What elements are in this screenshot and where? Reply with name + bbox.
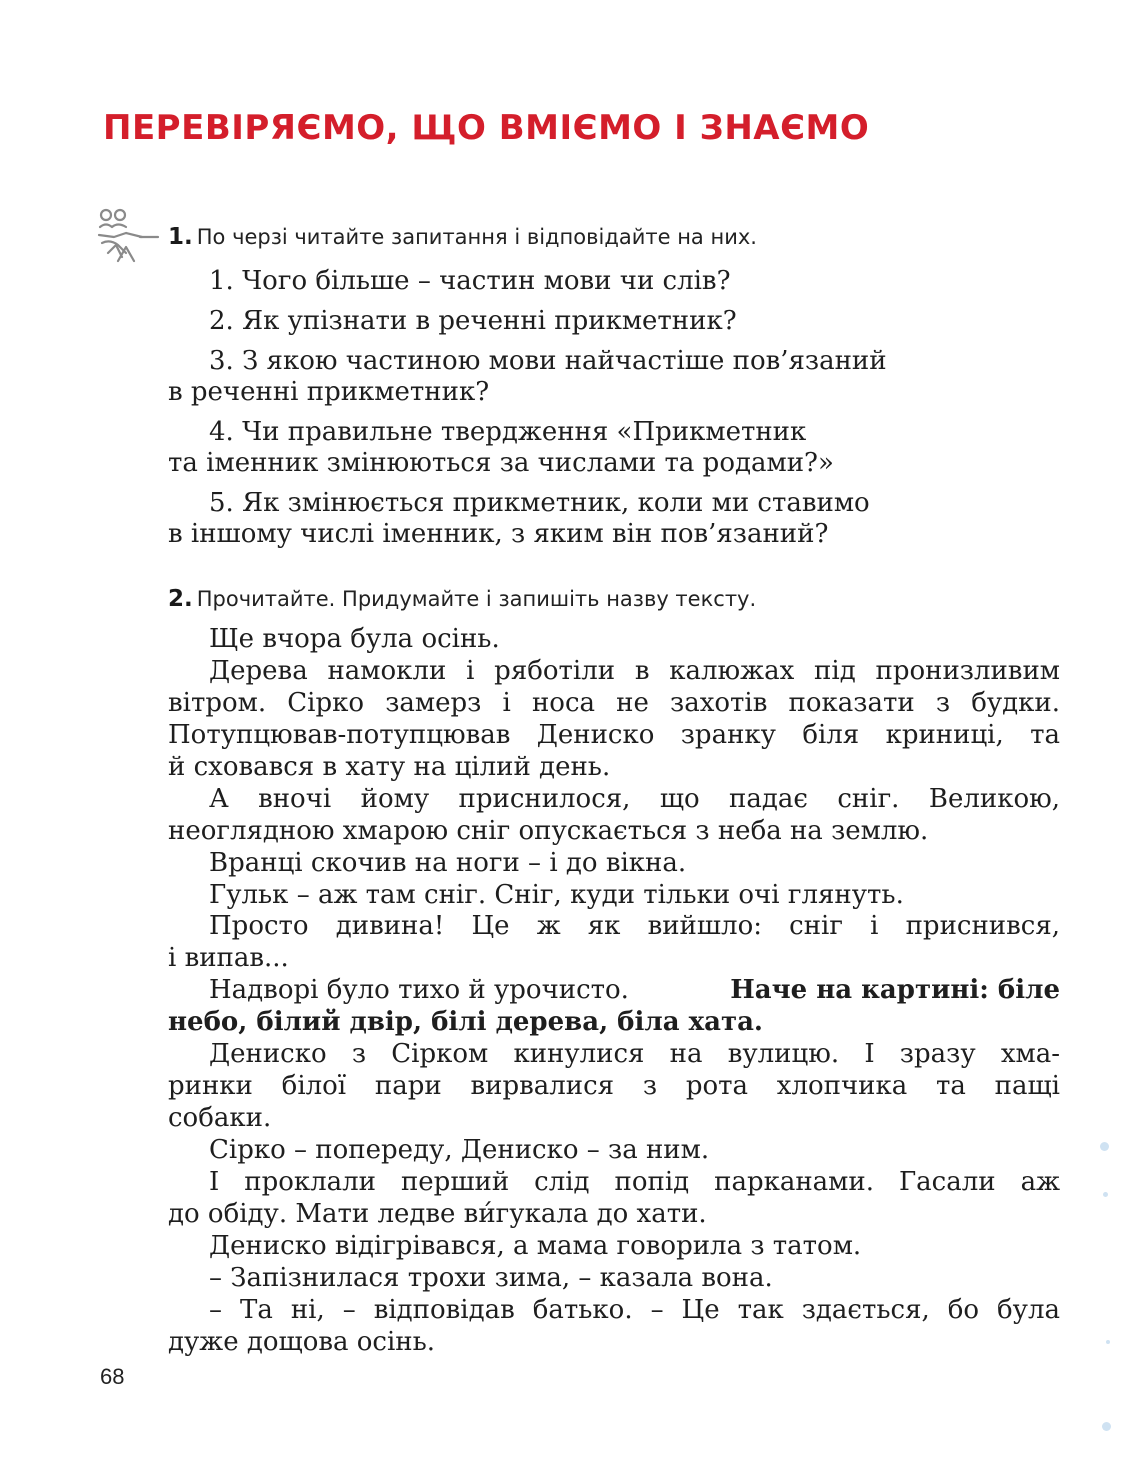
question-list bbox=[168, 266, 1068, 550]
story-line: неоглядною хмарою сніг опускається з неба на землю. bbox=[168, 815, 929, 846]
question-line: 1. Чого більше – частин мови чи слів? bbox=[209, 266, 731, 296]
decorative-dot bbox=[1106, 1340, 1110, 1344]
pair-work-icon bbox=[96, 207, 160, 265]
story-line: Просто дивина! Це ж як вийшло: сніг і приснився, bbox=[209, 911, 1060, 942]
story-line: Гульк – аж там сніг. Сніг, куди тільки очі глянуть. bbox=[209, 879, 904, 910]
story-line bbox=[168, 975, 1060, 1007]
question-line: 4. Чи правильне твердження «Прикметник bbox=[209, 417, 807, 447]
question-line: 2. Як упізнати в реченні прикметник? bbox=[209, 306, 737, 336]
story-line: – Запізнилася трохи зима, – казала вона. bbox=[209, 1262, 773, 1293]
story-line: – Та ні, – відповідав батько. – Це так здається, бо була bbox=[209, 1294, 1060, 1325]
bold-phrase: Наче на картині: біле bbox=[730, 975, 1060, 1006]
story-line: Дениско з Сірком кинулися на вулицю. І зразу хма- bbox=[209, 1039, 1060, 1070]
story-line: до обіду. Мати ледве ви́гукала до хати. bbox=[168, 1198, 707, 1229]
story-line: А вночі йому приснилося, що падає сніг. Великою, bbox=[209, 783, 1060, 814]
question-line: в іншому числі іменник, з яким він пов’язаний? bbox=[168, 519, 829, 549]
story-line: Вранці скочив на ноги – і до вікна. bbox=[209, 847, 687, 878]
page-number: 68 bbox=[100, 1364, 125, 1389]
question-line: та іменник змінюються за числами та родами?» bbox=[168, 448, 834, 478]
story-line: Дениско відігрівався, а мама говорила з татом. bbox=[209, 1230, 862, 1261]
task-number: 1. bbox=[168, 224, 193, 250]
question-line: 5. Як змінюється прикметник, коли ми ставимо bbox=[209, 488, 870, 518]
story-line: собаки. bbox=[168, 1103, 272, 1134]
decorative-dot bbox=[1100, 1142, 1109, 1151]
story-text bbox=[168, 624, 1060, 1359]
story-line: й сховався в хату на цілий день. bbox=[168, 751, 611, 782]
instruction-text: Прочитайте. Придумайте і запишіть назву тексту. bbox=[196, 587, 757, 611]
task-2-instruction bbox=[168, 586, 756, 612]
story-line: і випав... bbox=[168, 943, 289, 974]
bold-phrase: небо, білий двір, білі дерева, біла хата. bbox=[168, 1007, 763, 1038]
decorative-dot bbox=[1102, 1422, 1111, 1431]
story-line: вітром. Сірко замерз і носа не захотів показати з будки. bbox=[168, 687, 1060, 718]
task-number: 2. bbox=[168, 586, 193, 612]
story-line: Дерева намокли і ряботіли в калюжах під пронизливим bbox=[209, 655, 1060, 686]
question-line: 3. З якою частиною мови найчастіше пов’язаний bbox=[209, 346, 887, 376]
decorative-dot bbox=[1103, 1192, 1108, 1197]
page-title: ПЕРЕВІРЯЄМО, ЩО ВМІЄМО І ЗНАЄМО bbox=[103, 108, 870, 148]
story-line: дуже дощова осінь. bbox=[168, 1326, 436, 1357]
task-1-instruction bbox=[168, 224, 757, 250]
story-line bbox=[168, 1007, 1060, 1039]
story-line: ринки білої пари вирвалися з рота хлопчика та пащі bbox=[168, 1071, 1060, 1102]
story-line: Сірко – попереду, Дениско – за ним. bbox=[209, 1135, 710, 1165]
instruction-text: По черзі читайте запитання і відповідайте на них. bbox=[196, 225, 757, 249]
story-line: Потупцював-потупцював Дениско зранку біля криниці, та bbox=[168, 719, 1060, 750]
question-line: в реченні прикметник? bbox=[168, 377, 490, 407]
story-line: І проклали перший слід попід парканами. Гасали аж bbox=[209, 1166, 1060, 1197]
story-line-part: Надворі було тихо й урочисто. bbox=[209, 975, 629, 1006]
story-line: Ще вчора була осінь. bbox=[209, 624, 500, 654]
